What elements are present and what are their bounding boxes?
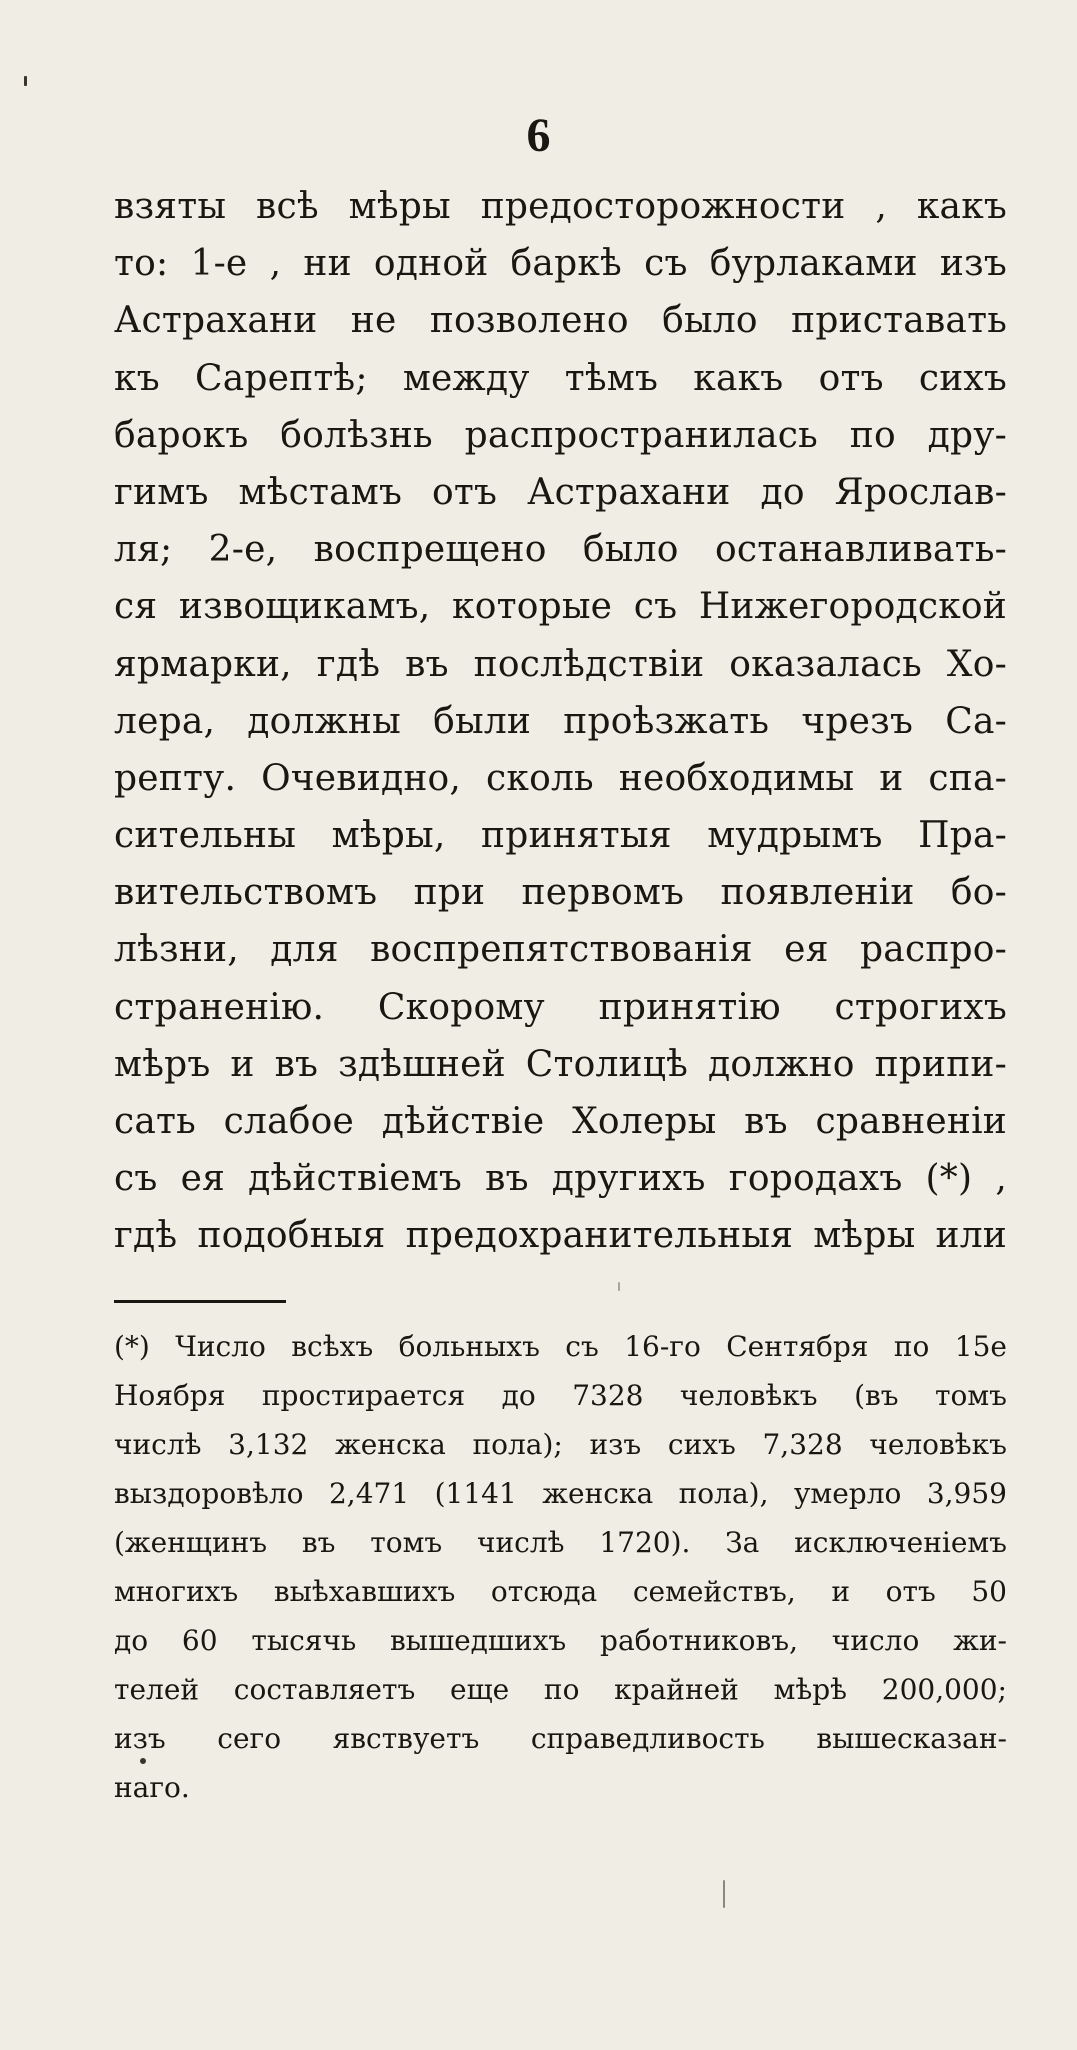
text-line: ся извощикамъ, которые съ Нижегородской [114, 586, 1007, 628]
text-line: гдѣ подобныя предохранительныя мѣры или [114, 1215, 1007, 1257]
text-line: вительствомъ при первомъ появленіи бо- [114, 872, 1007, 914]
footnote-line: Ноября простирается до 7328 человѣкъ (въ томъ [114, 1379, 1007, 1412]
text-line: съ ея дѣйствіемъ въ другихъ городахъ (*) , [114, 1158, 1007, 1200]
text-line: ярмарки, гдѣ въ послѣдствіи оказалась Хо- [114, 643, 1007, 685]
paper-speck [723, 1880, 725, 1908]
paper-speck [140, 1758, 146, 1764]
footnote-separator-rule [114, 1300, 286, 1303]
text-line: сительны мѣры, принятыя мудрымъ Пра- [114, 815, 1007, 857]
footnote-line: до 60 тысячь вышедшихъ работниковъ, число жи- [114, 1624, 1007, 1657]
text-line: къ Сарептѣ; между тѣмъ какъ отъ сихъ [114, 357, 1007, 399]
footnote-line: многихъ выѣхавшихъ отсюда семействъ, и отъ 50 [114, 1575, 1007, 1608]
text-line: сать слабое дѣйствіе Холеры въ сравненіи [114, 1101, 1007, 1142]
text-line: Астрахани не позволено было приставать [114, 300, 1007, 342]
text-line: лера, должны были проѣзжать чрезъ Са- [114, 700, 1007, 742]
text-line: репту. Очевидно, сколь необходимы и спа- [114, 757, 1007, 799]
footnote-block [114, 1322, 1007, 1812]
footnote-line: выздоровѣло 2,471 (1141 женска пола), умерло 3,959 [114, 1477, 1007, 1510]
footnote-line: числѣ 3,132 женска пола); изъ сихъ 7,328 человѣкъ [114, 1428, 1007, 1461]
footnote-line: телей составляетъ еще по крайней мѣрѣ 200,000; [114, 1673, 1007, 1706]
text-line: гимъ мѣстамъ отъ Астрахани до Ярослав- [114, 471, 1007, 513]
text-line: мѣръ и въ здѣшней Столицѣ должно припи- [114, 1043, 1007, 1085]
text-line: взяты всѣ мѣры предосторожности , какъ [114, 186, 1007, 227]
footnote-line: (*) Число всѣхъ больныхъ съ 16-го Сентября по 15е [114, 1330, 1007, 1363]
paper-speck [618, 1282, 620, 1291]
text-line: ля; 2-е, воспрещено было останавливать- [114, 529, 1007, 571]
text-line: лѣзни, для воспрепятствованія ея распро- [114, 929, 1007, 971]
paper-speck [24, 76, 27, 86]
footnote-line: изъ сего явствуетъ справедливость вышесказан- [114, 1722, 1007, 1755]
text-line: то: 1-е , ни одной баркѣ съ бурлаками изъ [114, 243, 1007, 285]
text-line: страненію. Скорому принятію строгихъ [114, 986, 1007, 1028]
main-text-block [114, 178, 1007, 1265]
footnote-line: наго. [114, 1771, 190, 1804]
page-number: 6 [526, 109, 551, 162]
text-line: барокъ болѣзнь распространилась по дру- [114, 414, 1007, 456]
footnote-line: (женщинъ въ томъ числѣ 1720). За исключеніемъ [114, 1526, 1007, 1559]
